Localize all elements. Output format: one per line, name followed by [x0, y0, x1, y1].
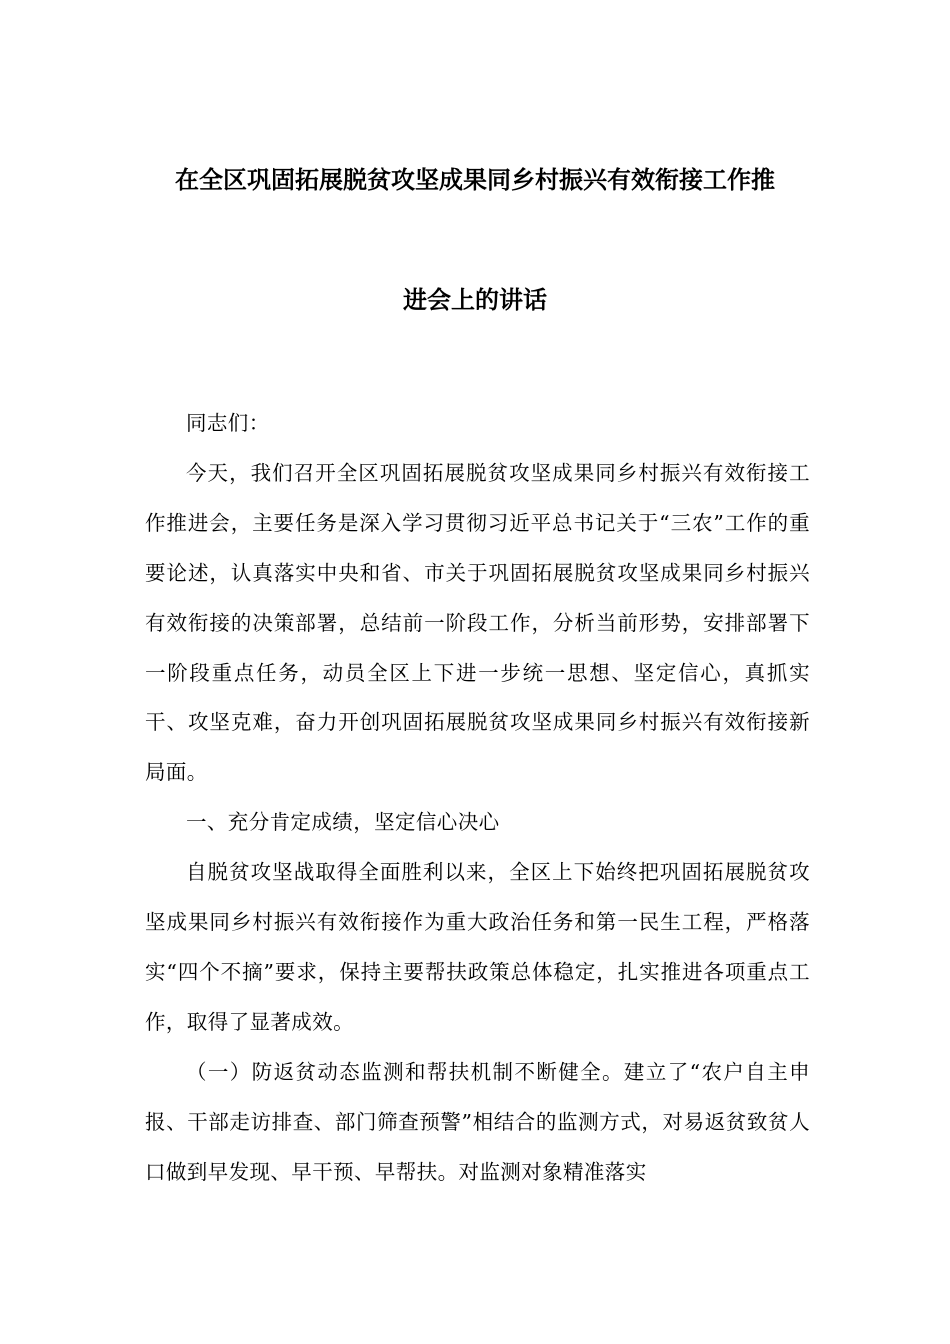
paragraph-subsection-1: （一）防返贫动态监测和帮扶机制不断健全。建立了“农户自主申报、干部走访排查、部门筛查预警”相结合的监测方式，对易返贫致贫人口做到早发现、早干预、早帮扶。对监测对象精准落实	[145, 1059, 810, 1184]
section-heading-1: 一、充分肯定成绩，坚定信心决心	[186, 810, 500, 835]
greeting: 同志们：	[186, 411, 270, 435]
title-line-2: 进会上的讲话	[403, 286, 547, 314]
paragraph-intro: 今天，我们召开全区巩固拓展脱贫攻坚成果同乡村振兴有效衔接工作推进会，主要任务是深入学习贯彻习近平总书记关于“三农”工作的重要论述，认真落实中央和省、市关于巩固拓展脱贫攻坚成果同乡村振兴有效衔接的决策部署，总结前一阶段工作，分析当前形势，安排部署下一阶段重点任务，动员全区上下进一步统一思想、坚定信心，真抓实干、攻坚克难，奋力开创巩固拓展脱贫攻坚成果同乡村振兴有效衔接新局面。	[145, 460, 810, 785]
paragraph-achievements: 自脱贫攻坚战取得全面胜利以来，全区上下始终把巩固拓展脱贫攻坚成果同乡村振兴有效衔接作为重大政治任务和第一民生工程，严格落实“四个不摘”要求，保持主要帮扶政策总体稳定，扎实推进各项重点工作，取得了显著成效。	[145, 860, 810, 1034]
body-text	[145, 399, 810, 1198]
title-line-1: 在全区巩固拓展脱贫攻坚成果同乡村振兴有效衔接工作推	[175, 166, 775, 194]
